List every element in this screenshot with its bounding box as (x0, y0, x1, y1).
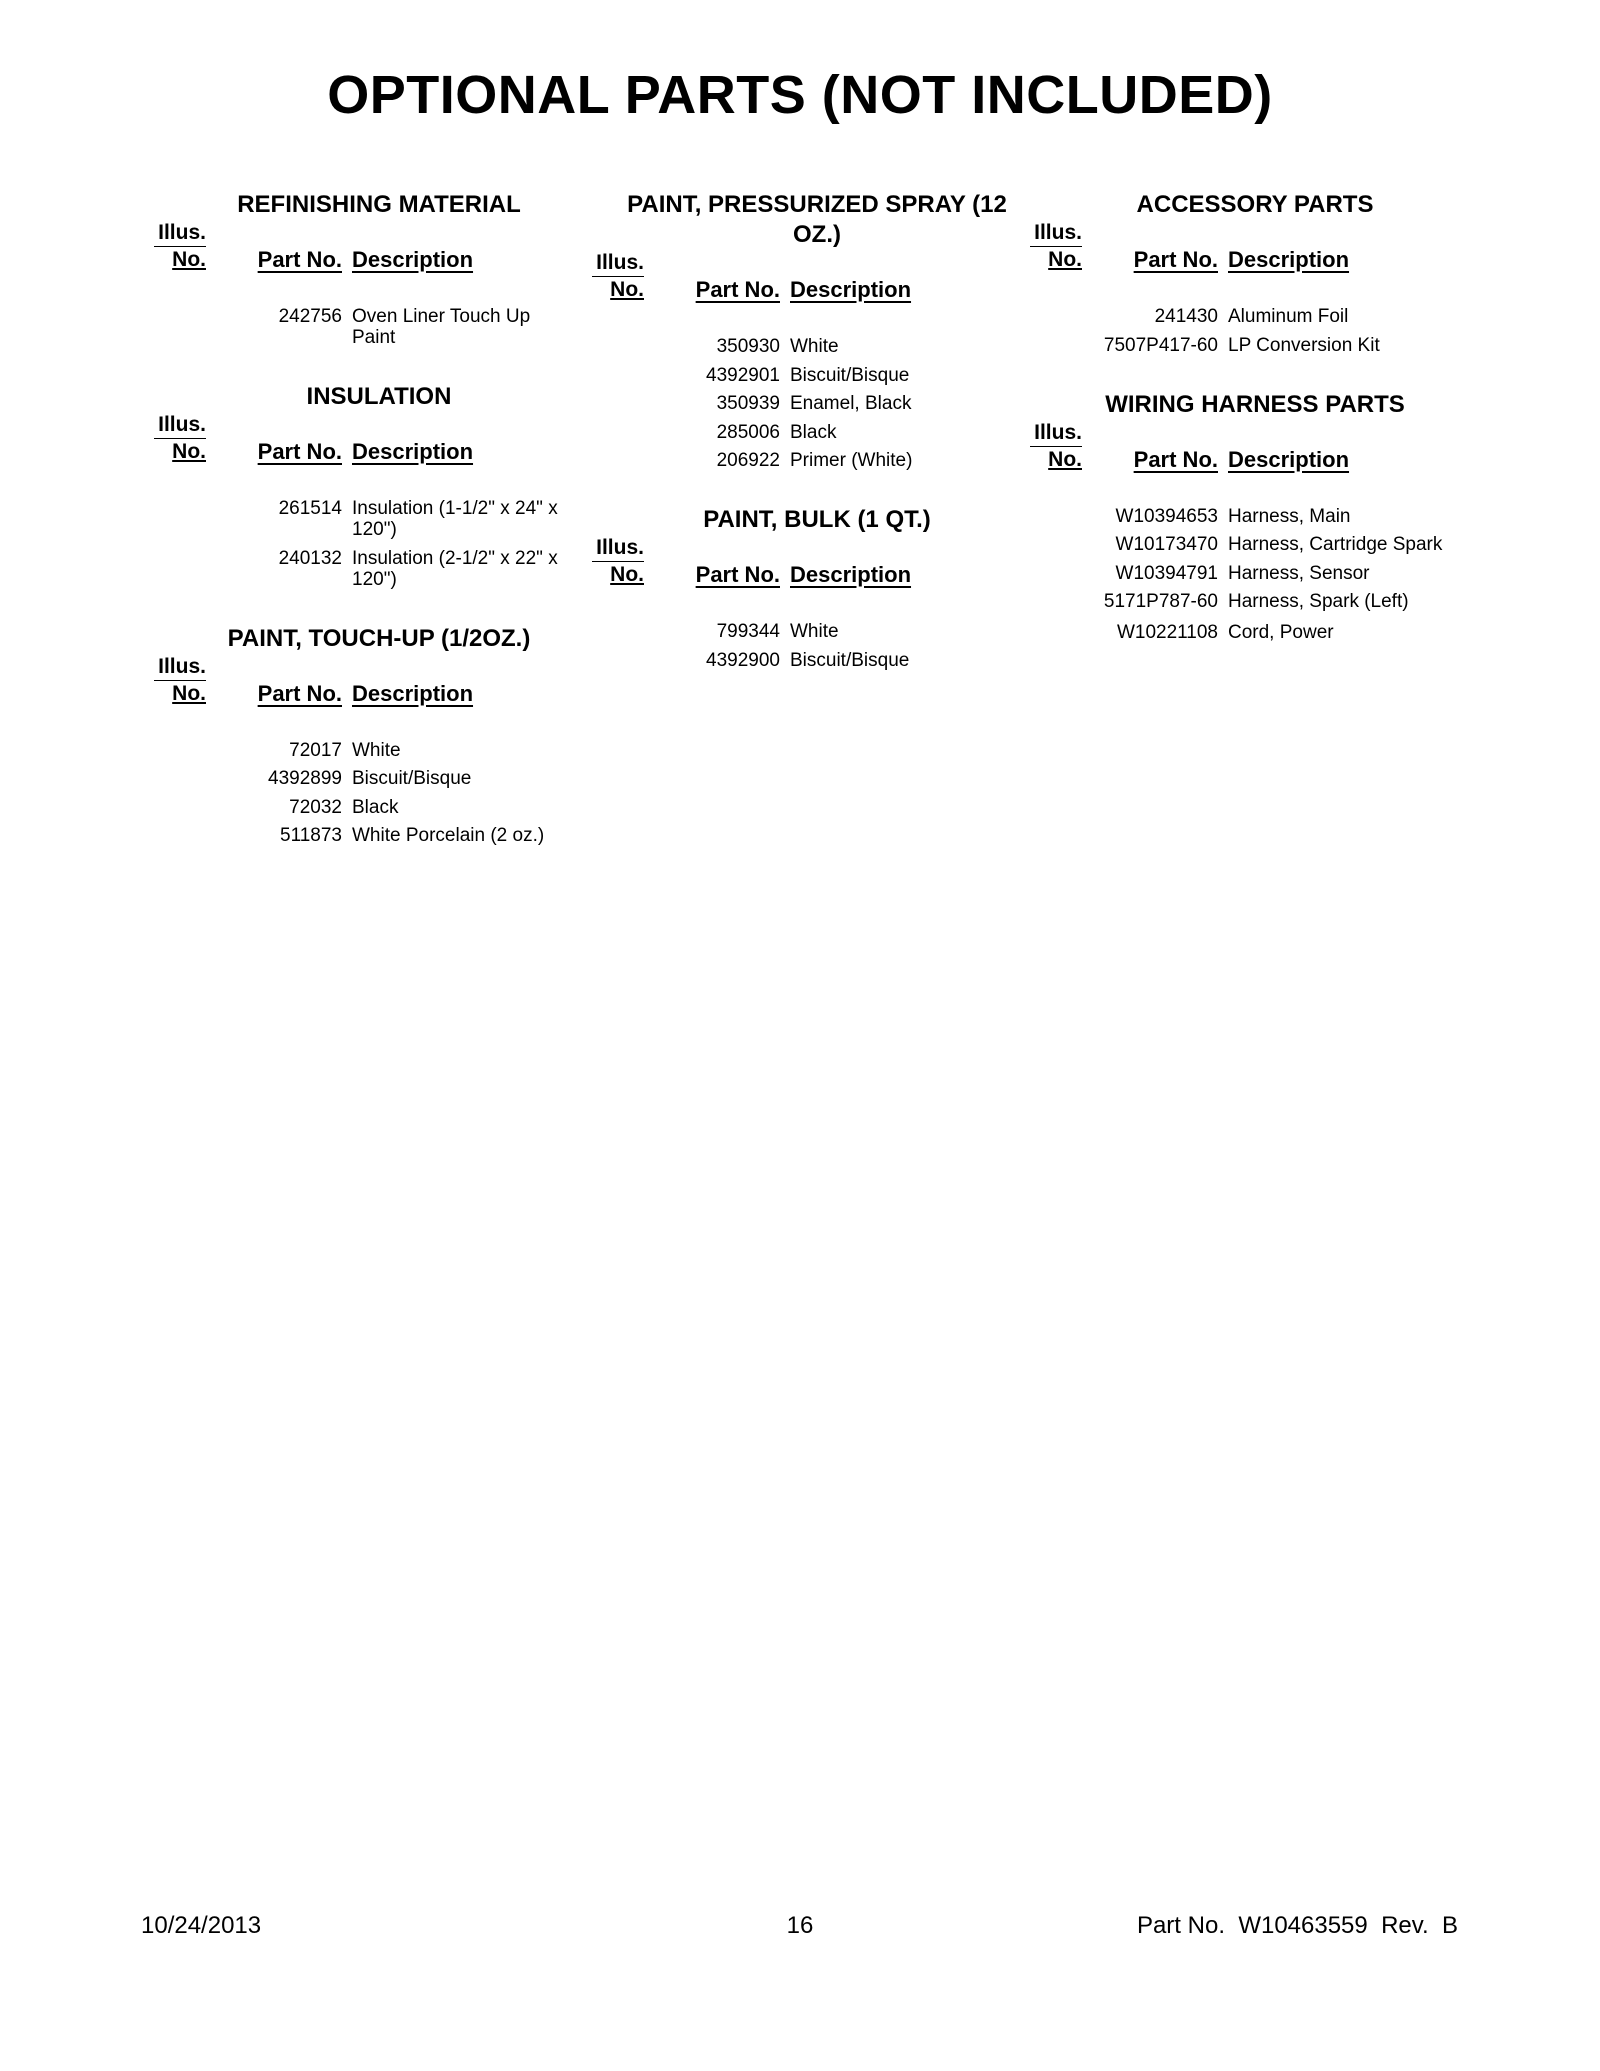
illus-no-header: Illus. No. (154, 220, 206, 273)
section-paint-bulk (592, 505, 1012, 671)
parts-list (154, 306, 574, 348)
list-item (592, 336, 1012, 357)
list-item (1030, 506, 1450, 527)
part-no-header: Part No. (257, 680, 342, 706)
description-header: Description (352, 439, 474, 464)
part-number: 4392901 (706, 364, 780, 386)
part-description: White (352, 739, 401, 761)
table-header (154, 654, 574, 720)
illus-no-header: Illus. No. (154, 654, 206, 707)
part-no-header: Part No. (257, 247, 342, 272)
part-description: Primer (White) (790, 450, 913, 471)
description-header: Description (352, 680, 474, 706)
section-title: PAINT, PRESSURIZED SPRAY (12 OZ.) (627, 191, 1007, 248)
section-title: PAINT, BULK (1 QT.) (703, 506, 931, 533)
section-insulation (154, 382, 574, 590)
list-item (154, 825, 574, 846)
part-description: Biscuit/Bisque (790, 649, 910, 671)
list-item (1030, 622, 1450, 643)
part-number: 72017 (289, 739, 342, 761)
part-description: White (790, 336, 839, 357)
list-item (154, 548, 574, 590)
table-header (154, 220, 574, 286)
column-right (1030, 190, 1450, 677)
part-description: Black (790, 421, 837, 443)
table-header (592, 250, 1012, 316)
section-title: PAINT, TOUCH-UP (1/2OZ.) (227, 624, 531, 652)
part-number: 206922 (716, 450, 780, 471)
section-refinishing-material (154, 190, 574, 348)
part-no-header: Part No. (695, 562, 780, 587)
parts-list (154, 740, 574, 847)
illus-no-header: Illus. No. (592, 250, 644, 303)
part-no-header: Part No. (1133, 446, 1218, 472)
section-title: REFINISHING MATERIAL (237, 191, 521, 218)
footer-part-number: Part No. W10463559 Rev. B (1136, 1912, 1458, 1939)
part-number: 285006 (716, 421, 780, 443)
illus-no-header: Illus. No. (592, 535, 644, 588)
list-item (1030, 534, 1450, 555)
list-item (1030, 591, 1450, 612)
part-description: Enamel, Black (790, 393, 912, 414)
footer-date: 10/24/2013 (141, 1912, 262, 1939)
illus-no-header: Illus. No. (154, 412, 206, 465)
part-description: Cord, Power (1228, 622, 1334, 643)
parts-list (1030, 506, 1450, 644)
part-description: Insulation (1-1/2" x 24" x 120") (352, 498, 558, 540)
section-paint-pressurized-spray (592, 190, 1012, 471)
part-number: W10173470 (1115, 534, 1218, 555)
list-item (592, 365, 1012, 386)
part-number: 241430 (1154, 306, 1218, 327)
description-header: Description (352, 247, 474, 272)
list-item (154, 740, 574, 761)
part-number: W10394653 (1115, 505, 1218, 527)
table-header (1030, 220, 1450, 286)
part-number: 4392900 (706, 649, 780, 671)
list-item (154, 306, 574, 348)
page-title: OPTIONAL PARTS (NOT INCLUDED) (327, 65, 1273, 125)
list-item (154, 498, 574, 540)
parts-list (1030, 306, 1450, 356)
section-title: INSULATION (306, 383, 452, 410)
part-no-header: Part No. (1133, 247, 1218, 272)
part-description: Insulation (2-1/2" x 22" x 120") (352, 547, 558, 590)
list-item (592, 422, 1012, 443)
section-wiring-harness-parts (1030, 390, 1450, 644)
part-number: 7507P417-60 (1103, 334, 1218, 356)
part-description: Black (352, 796, 399, 818)
part-description: Harness, Sensor (1228, 562, 1370, 584)
illus-no-header: Illus. No. (1030, 220, 1082, 273)
column-middle (592, 190, 1012, 705)
list-item (592, 621, 1012, 642)
part-description: Biscuit/Bisque (790, 364, 910, 386)
part-number: 4392899 (268, 768, 342, 789)
part-number: 242756 (278, 306, 342, 327)
part-number: 261514 (278, 498, 342, 519)
parts-list (592, 621, 1012, 671)
list-item (1030, 306, 1450, 327)
list-item (592, 450, 1012, 471)
part-number: W10394791 (1115, 562, 1218, 584)
part-description: White Porcelain (2 oz.) (352, 825, 545, 846)
part-description: LP Conversion Kit (1228, 334, 1380, 356)
section-accessory-parts (1030, 190, 1450, 356)
list-item (592, 393, 1012, 414)
description-header: Description (790, 277, 912, 302)
list-item (592, 650, 1012, 671)
part-description: Aluminum Foil (1228, 306, 1349, 327)
part-description: Biscuit/Bisque (352, 768, 472, 789)
part-no-header: Part No. (257, 439, 342, 464)
part-number: W10221108 (1116, 622, 1218, 643)
list-item (154, 768, 574, 789)
part-description: Harness, Cartridge Spark (1228, 534, 1443, 555)
footer-page-number: 16 (786, 1912, 814, 1939)
column-left (154, 190, 574, 880)
list-item (154, 797, 574, 818)
parts-list (154, 498, 574, 590)
table-header (1030, 420, 1450, 486)
parts-list (592, 336, 1012, 471)
illus-no-header: Illus. No. (1030, 420, 1082, 473)
part-no-header: Part No. (695, 277, 780, 302)
description-header: Description (790, 562, 912, 587)
part-number: 72032 (289, 796, 342, 818)
part-description: White (790, 621, 839, 642)
table-header (592, 535, 1012, 601)
description-header: Description (1228, 446, 1350, 472)
part-number: 350939 (716, 393, 780, 414)
section-paint-touch-up (154, 624, 574, 847)
part-description: Harness, Main (1228, 505, 1351, 527)
part-number: 240132 (278, 547, 342, 569)
table-header (154, 412, 574, 478)
part-number: 5171P787-60 (1103, 591, 1218, 612)
part-description: Harness, Spark (Left) (1228, 591, 1409, 612)
part-number: 511873 (280, 825, 342, 846)
part-description: Oven Liner Touch Up Paint (352, 306, 531, 348)
list-item (1030, 563, 1450, 584)
part-number: 799344 (716, 621, 780, 642)
section-title: ACCESSORY PARTS (1136, 191, 1374, 218)
description-header: Description (1228, 247, 1350, 272)
part-number: 350930 (716, 336, 780, 357)
list-item (1030, 335, 1450, 356)
section-title: WIRING HARNESS PARTS (1105, 390, 1405, 418)
